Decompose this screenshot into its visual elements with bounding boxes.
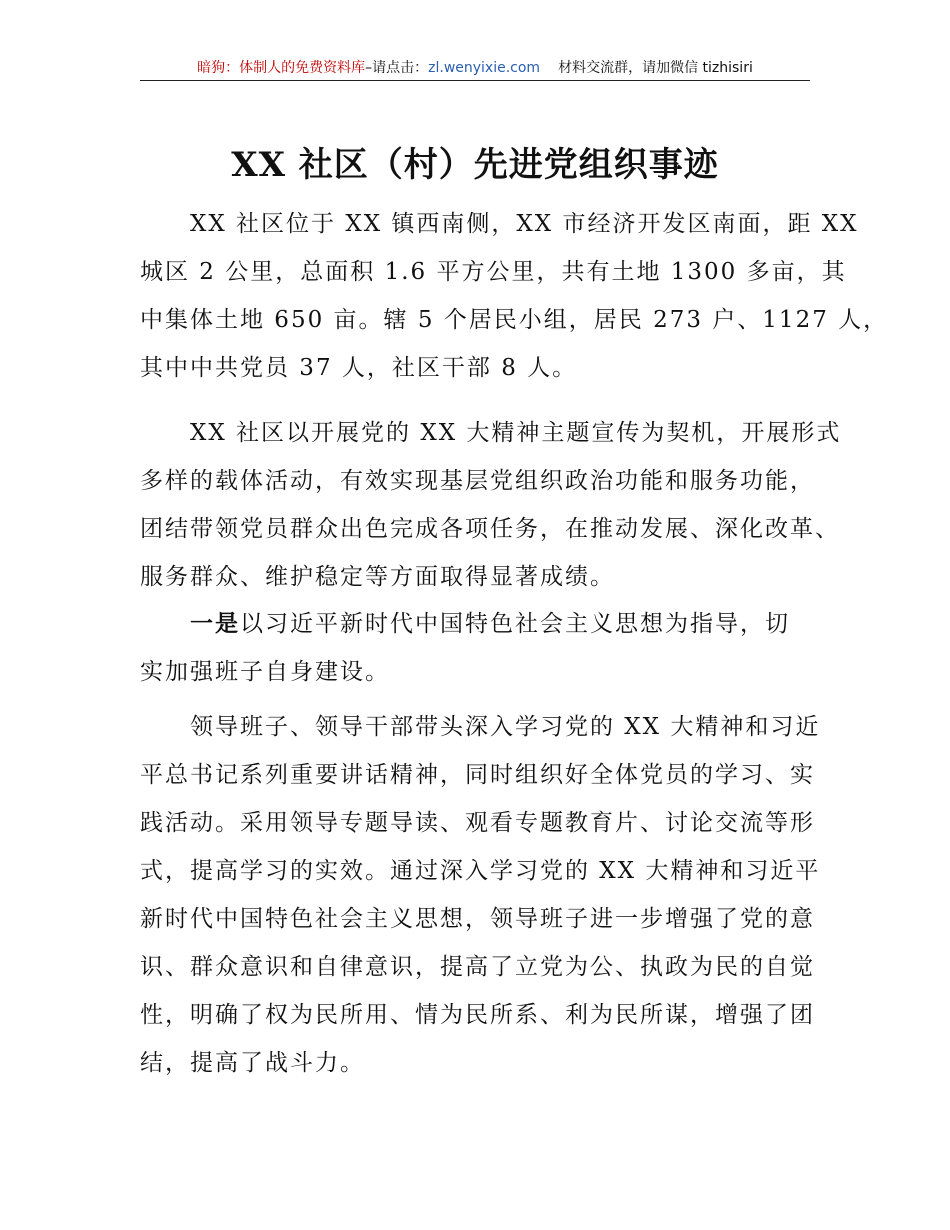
paragraph-line: 识、群众意识和自律意识，提高了立党为公、执政为民的自觉: [140, 954, 815, 980]
header-site-name: 暗狗：体制人的免费资料库: [197, 60, 366, 76]
paragraph-1: [140, 200, 889, 392]
paragraph-line: 式，提高学习的实效。通过深入学习党的 XX 大精神和习近平: [140, 858, 821, 884]
paragraph-line: XX 社区以开展党的 XX 大精神主题宣传为契机，开展形式: [190, 420, 842, 446]
paragraph-2: [140, 409, 842, 601]
paragraph-3: [140, 600, 815, 696]
paragraph-line: 其中中共党员 37 人，社区干部 8 人。: [140, 355, 578, 381]
paragraph-line: XX 社区位于 XX 镇西南侧，XX 市经济开发区南面，距 XX: [190, 211, 859, 237]
paragraph-line: 中集体土地 650 亩。辖 5 个居民小组，居民 273 户、1127 人，: [140, 307, 889, 333]
header-wechat-note: 材料交流群，请加微信 tizhisiri: [558, 60, 753, 76]
page-header: [140, 58, 810, 81]
paragraph-line: 实加强班子自身建设。: [140, 659, 390, 685]
header-click-prompt: –请点击：: [365, 60, 429, 76]
paragraph-line: 领导班子、领导干部带头深入学习党的 XX 大精神和习近: [190, 714, 821, 740]
paragraph-line: 平总书记系列重要讲话精神，同时组织好全体党员的学习、实: [140, 762, 815, 788]
paragraph-line: 结，提高了战斗力。: [140, 1050, 365, 1076]
paragraph-line: 服务群众、维护稳定等方面取得显著成绩。: [140, 564, 615, 590]
header-link[interactable]: zl.wenyixie.com: [428, 60, 541, 76]
paragraph-line: 团结带领党员群众出色完成各项任务，在推动发展、深化改革、: [140, 516, 840, 542]
lead-bold-text: 一是: [190, 610, 240, 637]
paragraph-line: 新时代中国特色社会主义思想，领导班子进一步增强了党的意: [140, 906, 815, 932]
document-title: XX 社区（村）先进党组织事迹: [231, 145, 719, 185]
paragraph-line: 多样的载体活动，有效实现基层党组织政治功能和服务功能，: [140, 468, 815, 494]
paragraph-line: 践活动。采用领导专题导读、观看专题教育片、讨论交流等形: [140, 810, 815, 836]
paragraph-line: [140, 600, 815, 648]
paragraph-4: [140, 703, 821, 1087]
lead-rest-text: 以习近平新时代中国特色社会主义思想为指导，切: [240, 611, 790, 637]
paragraph-line: 性，明确了权为民所用、情为民所系、利为民所谋，增强了团: [140, 1002, 815, 1028]
paragraph-line: 城区 2 公里，总面积 1.6 平方公里，共有土地 1300 多亩，其: [140, 259, 847, 285]
